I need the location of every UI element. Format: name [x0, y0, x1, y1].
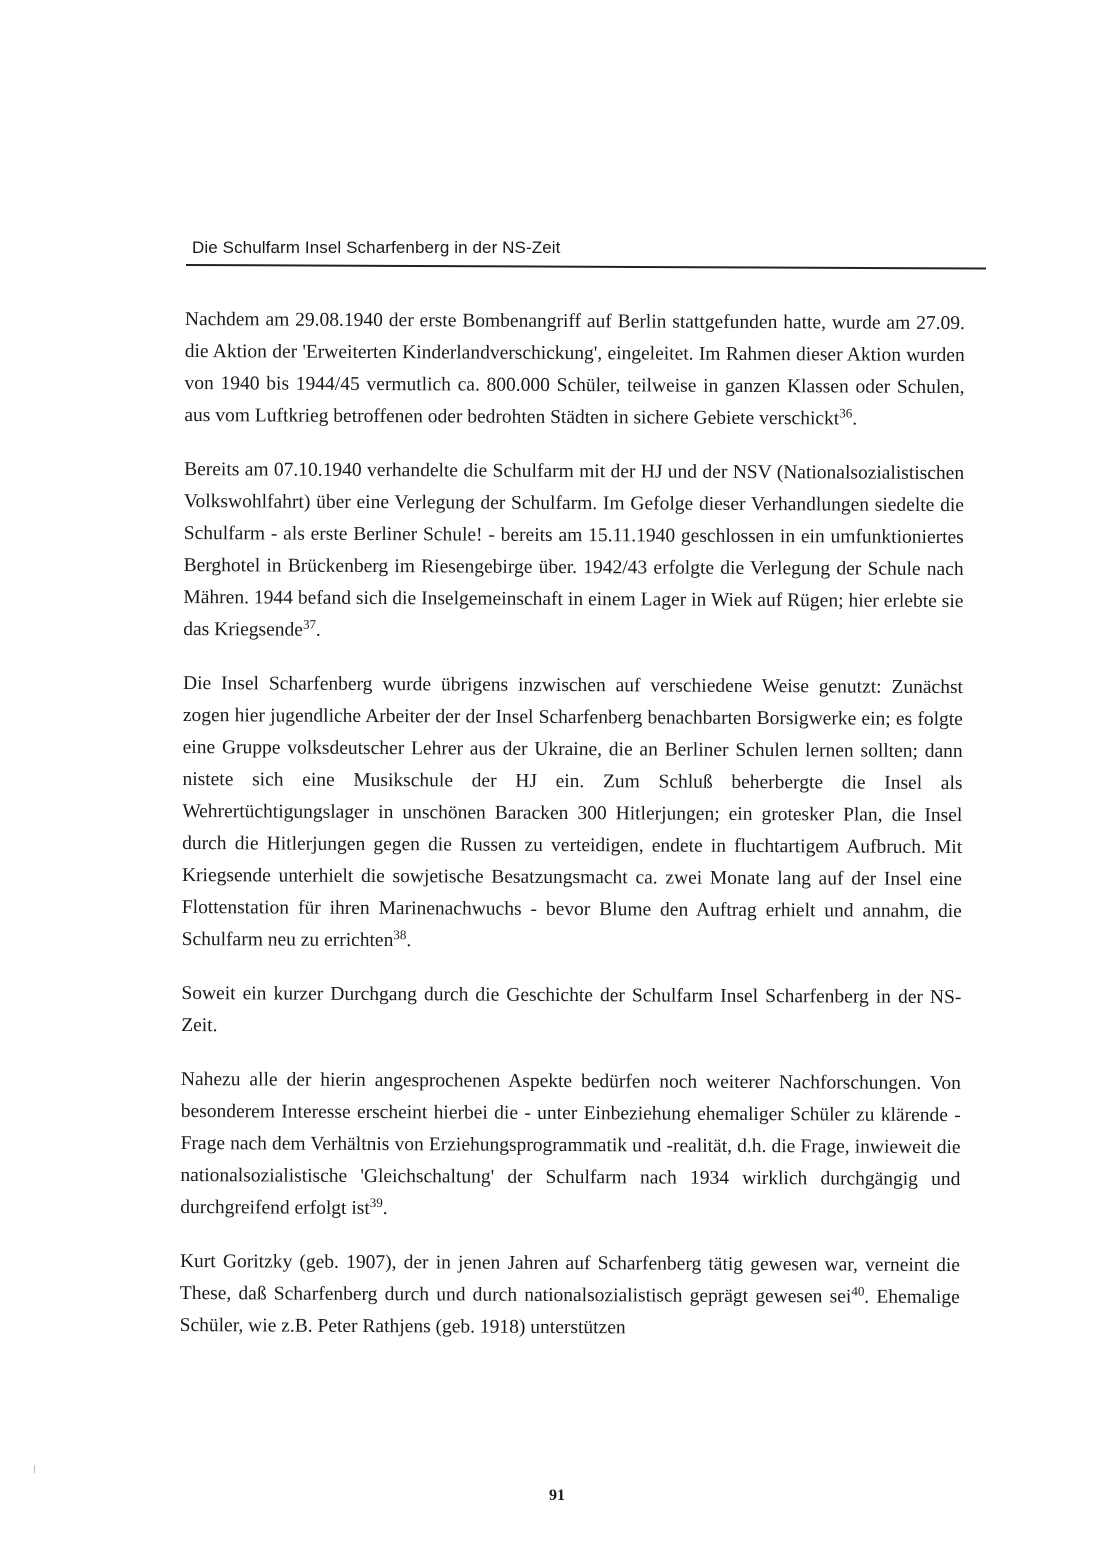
- scan-margin-mark: [34, 1465, 35, 1473]
- paragraph-6: [180, 1246, 960, 1346]
- paragraph-3: [182, 668, 963, 960]
- header-rule: [186, 264, 986, 269]
- paragraph-2: [183, 454, 964, 650]
- running-header: Die Schulfarm Insel Scharfenberg in der NS-Zeit: [192, 238, 561, 257]
- paragraph-1: [184, 304, 965, 436]
- paragraph-5: [180, 1064, 961, 1228]
- paragraph-tail: .: [382, 1198, 388, 1220]
- footnote-ref: 38: [393, 927, 407, 943]
- paragraph-tail: .: [852, 408, 858, 430]
- paragraph-text: Die Insel Scharfenberg wurde übrigens inzwischen auf verschiedene Weise genutzt: Zunächst zogen hier jugendliche Arbeiter der der Insel Scharfenberg benachbarten Borsigwerke ein; es folgte eine Gruppe volksdeutscher Lehrer aus der Ukraine, die an Berliner Schulen lernen sollten; dann nistete sich eine Musikschule der HJ ein. Zum Schluß beherbergte die Insel als Wehrertüchtigungslager in unschönen Baracken 300 Hitlerjungen; ein grotesker Plan, die Insel durch die Hitlerjungen gegen die Russen zu verteidigen, endete in fluchtartigem Aufbruch. Mit Kriegsende unterhielt die sowjetische Besatzungsmacht ca. zwei Monate lang auf der Insel eine Flottenstation für ihren Marinenachwuchs - bevor Blume den Auftrag erhielt und annahm, die Schulfarm neu zu errichten: [181, 672, 964, 952]
- paragraph-text: Bereits am 07.10.1940 verhandelte die Schulfarm mit der HJ und der NSV (Nationalsozialistischen Volkswohlfahrt) über eine Verlegung der Schulfarm. Im Gefolge dieser Verhandlungen siedelte die Schulfarm - als erste Berliner Schule! - bereits am 15.11.1940 geschlossen in ein umfunktioniertes Berghotel in Brückenberg im Riesengebirge über. 1942/43 erfolgte die Verlegung der Schule nach Mähren. 1944 befand sich die Inselgemeinschaft in einem Lager in Wiek auf Rügen; hier erlebte sie das Kriegsende: [183, 458, 965, 641]
- footnote-ref: 36: [839, 405, 853, 421]
- paragraph-tail: .: [406, 930, 412, 952]
- footnote-ref: 39: [369, 1194, 383, 1211]
- paragraph-4: [181, 978, 961, 1046]
- footnote-ref: 37: [302, 616, 317, 632]
- paragraph-text: Nachdem am 29.08.1940 der erste Bombenangriff auf Berlin stattgefunden hatte, wurde am 27.09. die Aktion der 'Erweiterten Kinderlandverschickung', eingeleitet. Im Rahmen dieser Aktion wurden von 1940 bis 1944/45 vermutlich ca. 800.000 Schüler, teilweise in ganzen Klassen oder Schulen, aus vom Luftkrieg betroffenen oder bedrohten Städten in sichere Gebiete verschickt: [184, 308, 965, 430]
- footnote-ref: 40: [851, 1283, 865, 1299]
- paragraph-tail: . Ehemalige Schüler, wie z.B. Peter Rathjens (geb. 1918) unterstützen: [179, 1286, 960, 1339]
- page-number: 91: [549, 1487, 565, 1504]
- paragraph-text: Kurt Goritzky (geb. 1907), der in jenen Jahren auf Scharfenberg tätig gewesen war, verneint die These, daß Scharfenberg durch und durch nationalsozialistisch geprägt gewesen sei: [179, 1250, 961, 1308]
- paragraph-text: Nahezu alle der hierin angesprochenen Aspekte bedürfen noch weiterer Nachforschungen. Von besonderem Interesse erscheint hierbei die - unter Einbeziehung ehemaliger Schüler zu klärende - Frage nach dem Verhältnis von Erziehungsprogrammatik und -realität, d.h. die Frage, inwieweit die nationalsozialistische 'Gleichschaltung' der Schulfarm nach 1934 wirklich durchgängig und durchgreifend erfolgt ist: [180, 1068, 961, 1219]
- body-text: [179, 304, 965, 1368]
- paragraph-tail: .: [315, 619, 321, 641]
- paragraph-text: Soweit ein kurzer Durchgang durch die Geschichte der Schulfarm Insel Scharfenberg in der NS-Zeit.: [181, 982, 962, 1037]
